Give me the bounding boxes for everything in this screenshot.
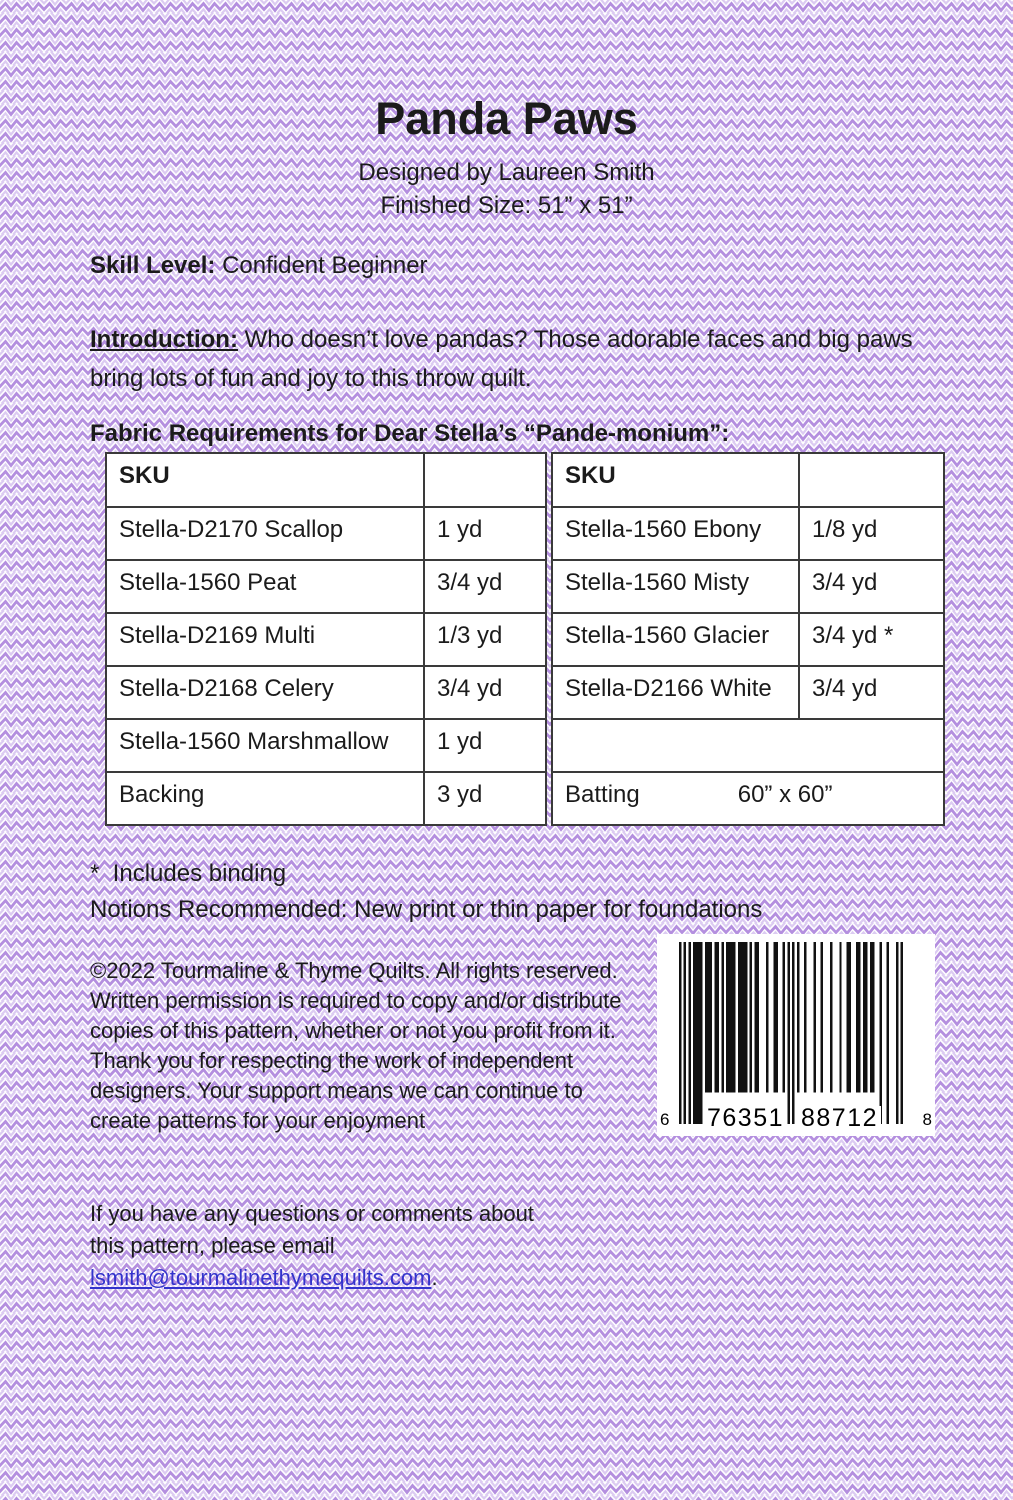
fabric-row xyxy=(106,507,546,560)
fabric-merged-cell xyxy=(552,772,944,825)
fabric-row xyxy=(106,666,546,719)
fabric-row xyxy=(106,613,546,666)
fabric-header-row xyxy=(106,453,546,507)
fabric-merged-cell xyxy=(552,719,944,772)
page-title: Panda Paws xyxy=(375,93,638,144)
introduction-paragraph xyxy=(90,320,938,398)
skill-level-value: Confident Beginner xyxy=(222,252,428,279)
skill-level-label: Skill Level: xyxy=(90,252,216,279)
barcode-digit-left: 6 xyxy=(660,1110,670,1129)
header xyxy=(0,94,1013,222)
fabric-row xyxy=(106,772,546,825)
fabric-tables xyxy=(105,452,945,826)
fabric-row xyxy=(552,507,944,560)
contact-text: If you have any questions or comments about this pattern, please email xyxy=(90,1201,534,1258)
fabric-qty-cell: 1 yd xyxy=(424,507,546,560)
qty-column-header xyxy=(424,453,546,507)
fabric-qty-cell: 3 yd xyxy=(424,772,546,825)
fabric-qty-cell: 3/4 yd xyxy=(424,666,546,719)
fabric-qty-cell: 1/3 yd xyxy=(424,613,546,666)
fabric-qty-cell: 3/4 yd xyxy=(799,560,944,613)
introduction-label: Introduction: xyxy=(90,326,238,353)
qty-column-header xyxy=(799,453,944,507)
fabric-table-right xyxy=(551,452,945,826)
sku-column-header: SKU xyxy=(552,453,799,507)
fabric-row xyxy=(552,719,944,772)
fabric-qty-cell: 1 yd xyxy=(424,719,546,772)
fabric-sku-cell: Stella-D2166 White xyxy=(552,666,799,719)
barcode-digit-right: 8 xyxy=(922,1110,932,1129)
introduction-text: Who doesn’t love pandas? Those adorable faces and big paws bring lots of fun and joy to this throw quilt. xyxy=(90,326,913,392)
fabric-sku-cell: Stella-D2169 Multi xyxy=(106,613,424,666)
fabric-sku-cell: Stella-1560 Ebony xyxy=(552,507,799,560)
fabric-qty-cell: 3/4 yd xyxy=(424,560,546,613)
fabric-sku-cell: Stella-D2168 Celery xyxy=(106,666,424,719)
finished-size-line: Finished Size: 51” x 51” xyxy=(380,192,633,219)
fabric-qty-cell: 3/4 yd * xyxy=(799,613,944,666)
fabric-qty: 60” x 60” xyxy=(737,781,833,808)
fabric-row xyxy=(552,666,944,719)
email-link[interactable]: lsmith@tourmalinethymequilts.com xyxy=(90,1265,432,1290)
fabric-sku-cell: Stella-D2170 Scallop xyxy=(106,507,424,560)
barcode xyxy=(657,934,935,1136)
fabric-qty-cell: 1/8 yd xyxy=(799,507,944,560)
fabric-sku-cell: Stella-1560 Peat xyxy=(106,560,424,613)
fabric-sku: Batting xyxy=(565,781,640,808)
fabric-sku-cell: Stella-1560 Glacier xyxy=(552,613,799,666)
fabric-sku-cell: Backing xyxy=(106,772,424,825)
fabric-row xyxy=(106,560,546,613)
fabric-sku-cell: Stella-1560 Misty xyxy=(552,560,799,613)
fabric-requirements-heading: Fabric Requirements for Dear Stella’s “Pande-monium”: xyxy=(90,420,730,447)
notions-note: Notions Recommended: New print or thin paper for foundations xyxy=(90,896,763,923)
fabric-qty-cell: 3/4 yd xyxy=(799,666,944,719)
binding-note: * Includes binding xyxy=(90,860,287,887)
barcode-digits-group2: 88712 xyxy=(798,1106,881,1131)
fabric-row xyxy=(552,613,944,666)
copyright-paragraph: ©2022 Tourmaline & Thyme Quilts. All rights reserved. Written permission is required to copy and/or distribute copies of this pattern, whether or not you profit from it. Thank you for respecting the work of independent designers. Your support means we can continue to create patterns for your enjoyment xyxy=(90,958,622,1133)
skill-level-line xyxy=(90,252,428,280)
fabric-row xyxy=(552,560,944,613)
fabric-table-left xyxy=(105,452,547,826)
barcode-digits-group1: 76351 xyxy=(704,1106,787,1131)
fabric-header-row xyxy=(552,453,944,507)
fabric-sku-cell: Stella-1560 Marshmallow xyxy=(106,719,424,772)
sku-column-header: SKU xyxy=(106,453,424,507)
fabric-row xyxy=(552,772,944,825)
fabric-row xyxy=(106,719,546,772)
designer-line: Designed by Laureen Smith xyxy=(358,159,655,186)
barcode-bars xyxy=(679,942,903,1124)
contact-suffix: . xyxy=(431,1265,438,1290)
contact-paragraph xyxy=(90,1198,555,1294)
